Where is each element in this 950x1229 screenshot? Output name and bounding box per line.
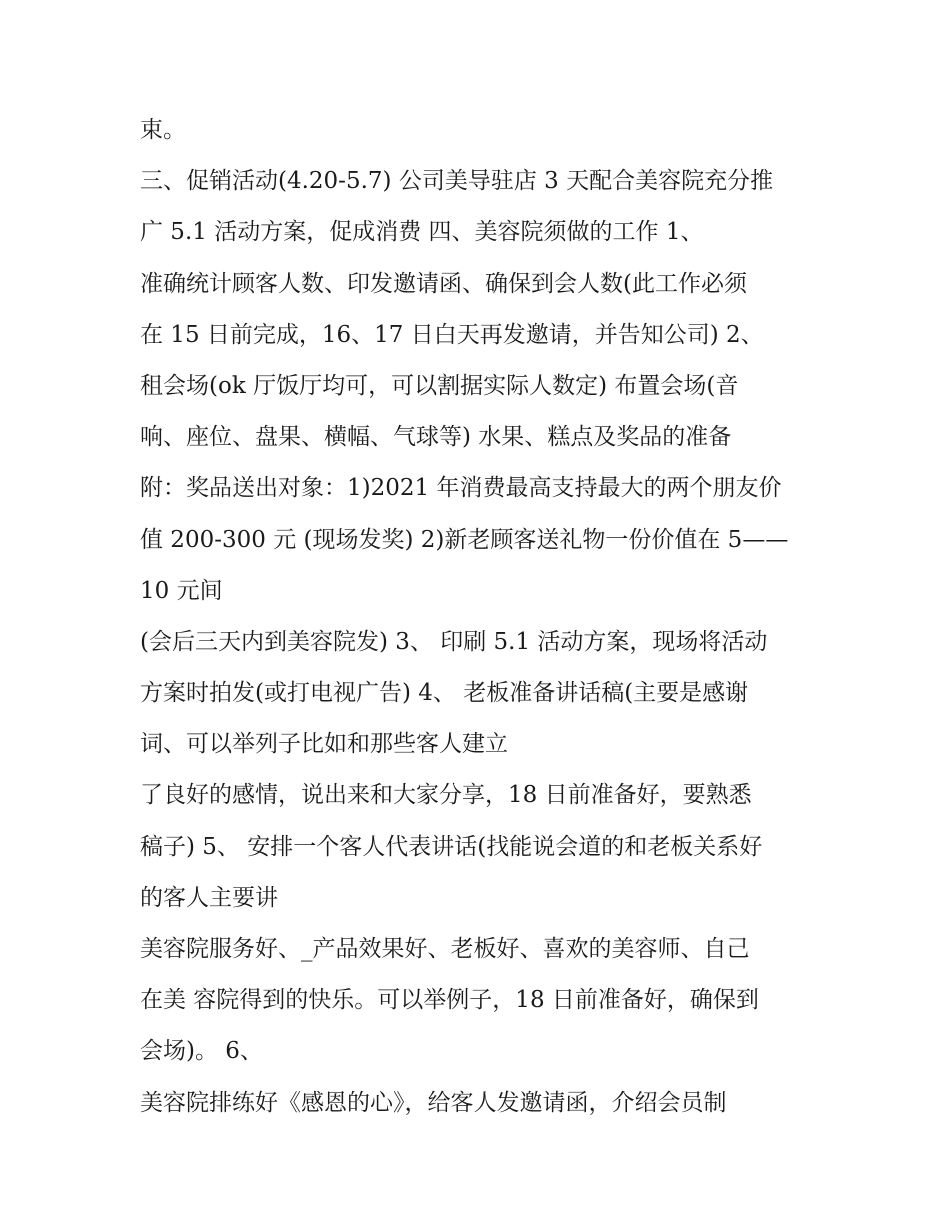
text-line: 了良好的感情，说出来和大家分享，18 日前准备好，要熟悉	[140, 782, 752, 809]
text-line: 美容院排练好《感恩的心》，给客人发邀请函，介绍会员制	[140, 1089, 727, 1116]
text-line: 10 元间	[140, 577, 223, 604]
text-line: 附：奖品送出对象：1)2021 年消费最高支持最大的两个朋友价	[140, 475, 782, 502]
text-line: 稿子) 5、 安排一个客人代表讲话(找能说会道的和老板关系好	[140, 833, 763, 860]
document-body	[140, 105, 820, 1129]
text-line: 值 200-300 元 (现场发奖) 2)新老顾客送礼物一份价值在 5——	[140, 526, 789, 553]
text-line: 在 15 日前完成，16、17 日白天再发邀请，并告知公司) 2、	[140, 321, 764, 348]
text-line: (会后三天内到美容院发) 3、 印刷 5.1 活动方案，现场将活动	[140, 628, 768, 655]
text-line: 在美 容院得到的快乐。可以举例子，18 日前准备好，确保到	[140, 987, 759, 1014]
text-line: 广 5.1 活动方案，促成消费 四、美容院须做的工作 1、	[140, 219, 704, 246]
text-line: 词、可以举列子比如和那些客人建立	[140, 731, 508, 758]
text-line: 方案时拍发(或打电视广告) 4、 老板准备讲话稿(主要是感谢	[140, 680, 749, 707]
text-line: 束。	[140, 117, 186, 143]
text-line: 租会场(ok 厅饭厅均可，可以割据实际人数定) 布置会场(音	[140, 372, 739, 399]
text-line: 美容院服务好、_产品效果好、老板好、喜欢的美容师、自己	[140, 936, 750, 962]
text-line: 准确统计顾客人数、印发邀请函、确保到会人数(此工作必须	[140, 270, 747, 297]
text-line: 响、座位、盘果、横幅、气球等) 水果、糕点及奖品的准备	[140, 424, 732, 451]
text-line: 的客人主要讲	[140, 884, 278, 911]
text-line: 会场)。 6、	[140, 1038, 263, 1065]
text-line: 三、促销活动(4.20-5.7) 公司美导驻店 3 天配合美容院充分推	[140, 168, 774, 195]
